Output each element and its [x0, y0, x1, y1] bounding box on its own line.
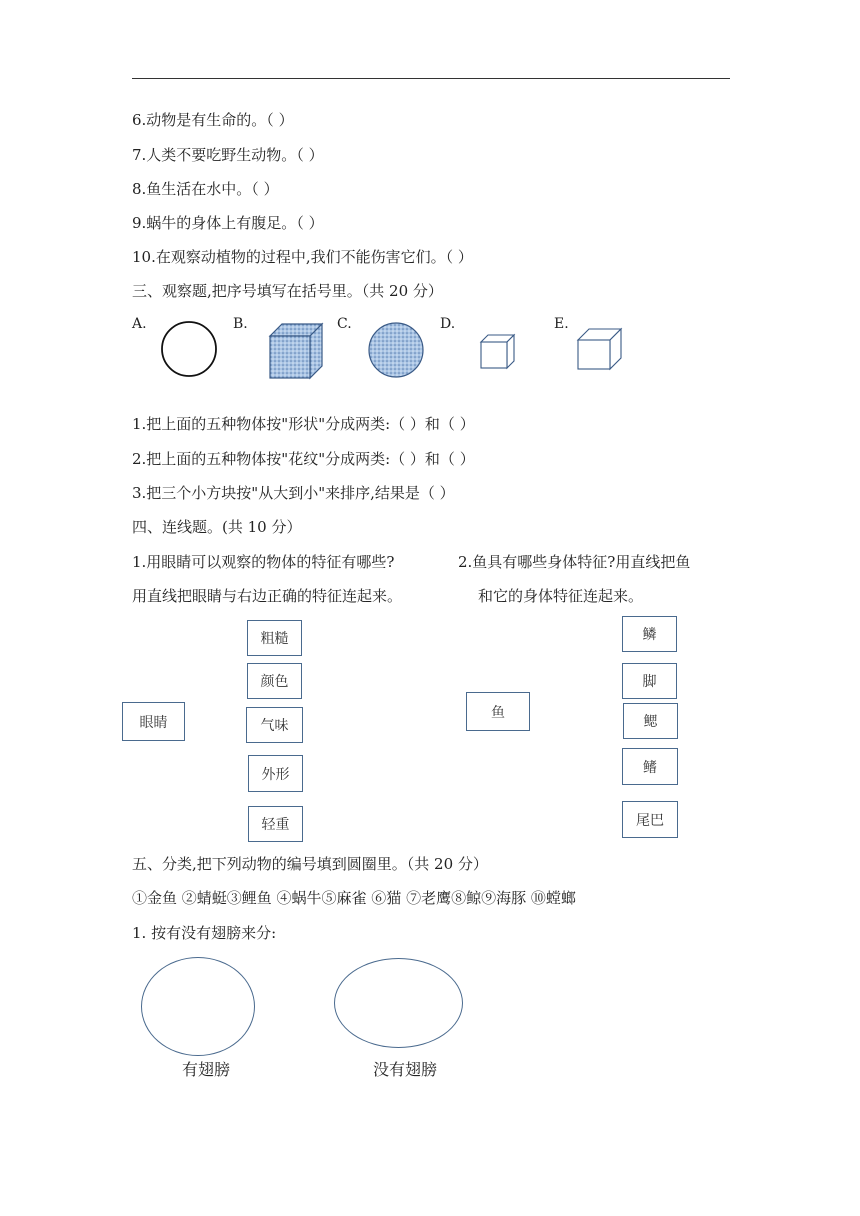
section5-animal-list: ①金鱼 ②蜻蜓③鲤鱼 ④蜗牛⑤麻雀 ⑥猫 ⑦老鹰⑧鲸⑨海豚 ⑩螳螂: [132, 889, 576, 907]
section3-question-1: 1.把上面的五种物体按"形状"分成两类:（ ）和（ ）: [132, 415, 475, 433]
medium-cube-shape: [575, 326, 625, 372]
fish-feature-fins[interactable]: 鳍: [622, 748, 678, 785]
option-d-label: D.: [440, 316, 456, 332]
option-b-label: B.: [233, 316, 248, 332]
patterned-circle-shape: [366, 320, 428, 382]
fish-feature-tail[interactable]: 尾巴: [622, 801, 678, 838]
judgement-item-8: 8.鱼生活在水中。（ ）: [132, 180, 279, 198]
eye-feature-color[interactable]: 颜色: [247, 663, 302, 699]
section4-q1-line2: 用直线把眼睛与右边正确的特征连起来。: [132, 587, 403, 605]
option-a-label: A.: [132, 316, 147, 332]
fish-box[interactable]: 鱼: [466, 692, 530, 731]
judgement-item-7: 7.人类不要吃野生动物。（ ）: [132, 146, 324, 164]
wingless-circle-label: 没有翅膀: [373, 1060, 438, 1079]
section4-q2-line1: 2.鱼具有哪些身体特征?用直线把鱼: [458, 553, 691, 571]
wingless-circle[interactable]: [334, 958, 463, 1048]
section4-q1-line1: 1.用眼睛可以观察的物体的特征有哪些?: [132, 553, 395, 571]
eye-feature-rough[interactable]: 粗糙: [247, 620, 302, 656]
eye-feature-shape[interactable]: 外形: [248, 755, 303, 792]
section4-q2-line2: 和它的身体特征连起来。: [478, 587, 644, 605]
fish-feature-gills[interactable]: 鳃: [623, 703, 678, 739]
small-cube-shape: [478, 332, 518, 372]
section3-question-2: 2.把上面的五种物体按"花纹"分成两类:（ ）和（ ）: [132, 450, 475, 468]
winged-circle[interactable]: [141, 957, 255, 1056]
judgement-item-6: 6.动物是有生命的。（ ）: [132, 111, 294, 129]
section5-title: 五、分类,把下列动物的编号填到圆圈里。（共 20 分）: [132, 855, 488, 873]
section3-title: 三、观察题,把序号填写在括号里。（共 20 分）: [132, 282, 443, 300]
section5-question-1: 1. 按有没有翅膀来分:: [132, 924, 277, 942]
section4-title: 四、连线题。(共 10 分）: [132, 518, 302, 536]
eye-box[interactable]: 眼睛: [122, 702, 185, 741]
option-c-label: C.: [337, 316, 352, 332]
patterned-cube-shape: [266, 320, 328, 382]
fish-feature-feet[interactable]: 脚: [622, 663, 677, 699]
section3-question-3: 3.把三个小方块按"从大到小"来排序,结果是（ ）: [132, 484, 455, 502]
option-e-label: E.: [554, 316, 569, 332]
header-rule: [132, 78, 730, 79]
eye-feature-weight[interactable]: 轻重: [248, 806, 303, 842]
judgement-item-9: 9.蜗牛的身体上有腹足。（ ）: [132, 214, 324, 232]
fish-feature-scales[interactable]: 鳞: [622, 616, 677, 652]
winged-circle-label: 有翅膀: [182, 1060, 231, 1079]
eye-feature-smell[interactable]: 气味: [246, 707, 303, 743]
plain-circle-shape: [158, 318, 220, 380]
judgement-item-10: 10.在观察动植物的过程中,我们不能伤害它们。（ ）: [132, 248, 473, 266]
